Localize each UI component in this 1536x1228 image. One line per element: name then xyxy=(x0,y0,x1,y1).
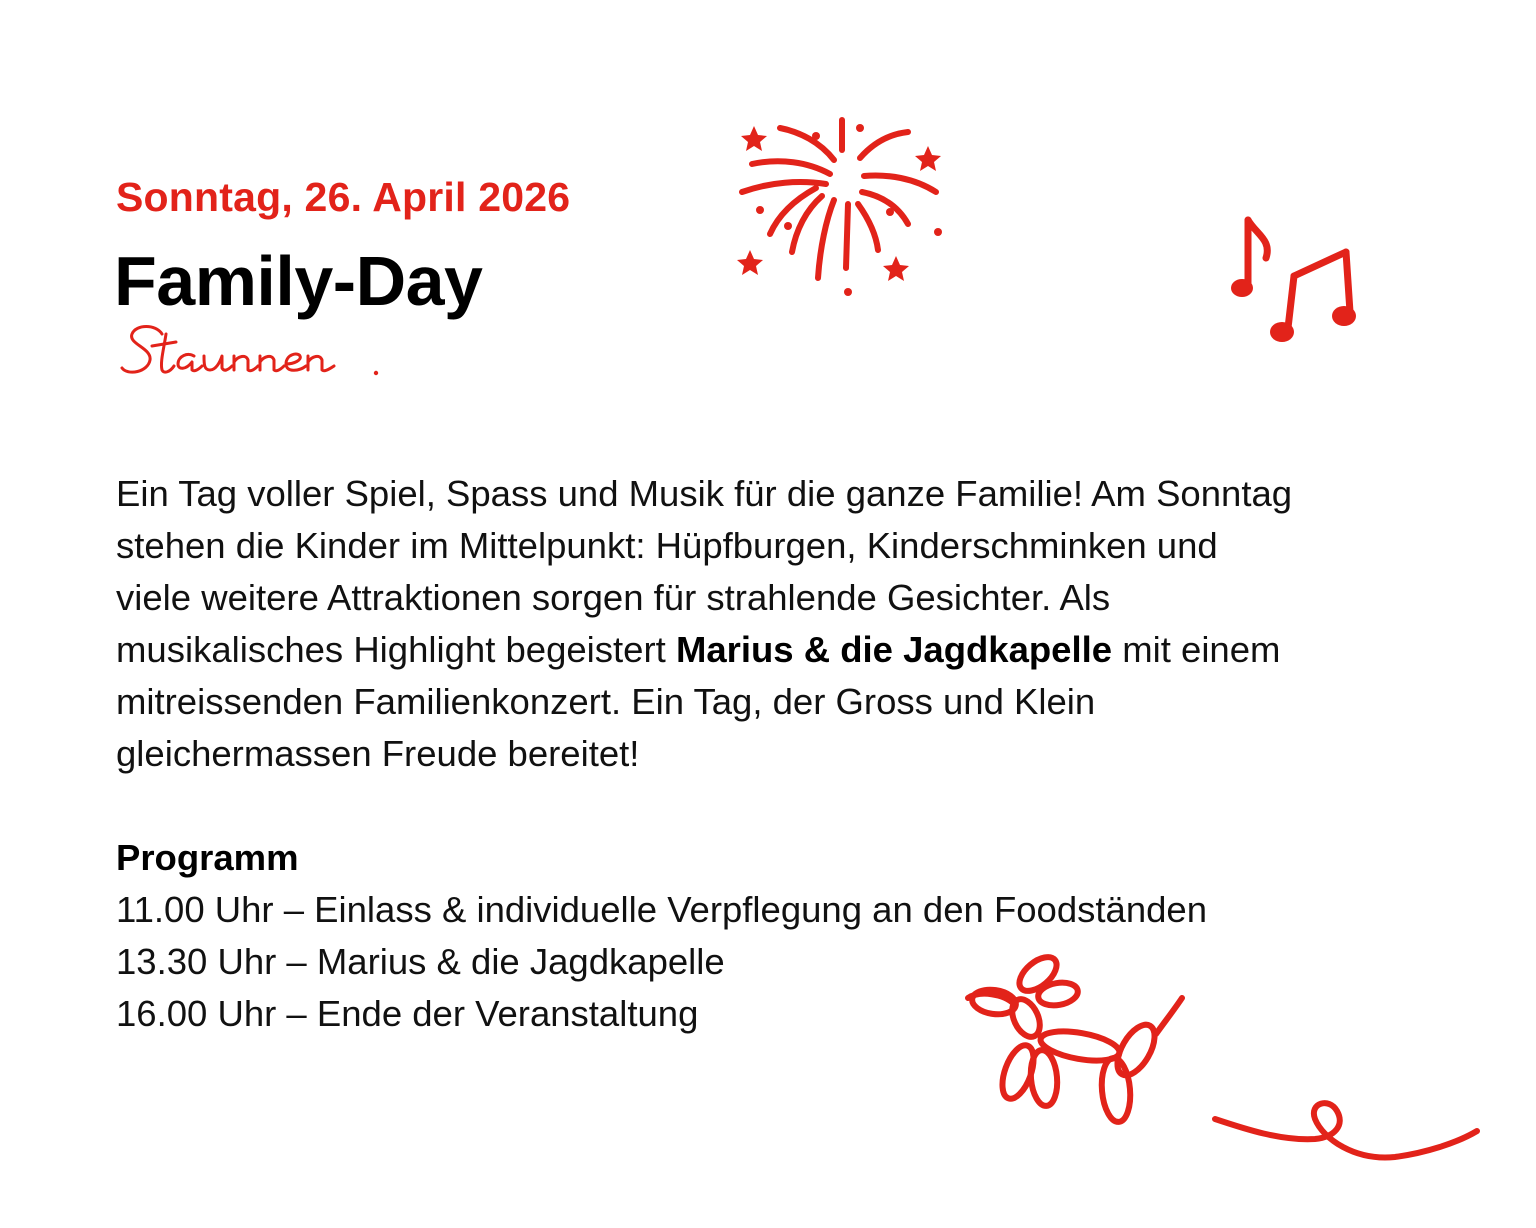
staunen-script-logo xyxy=(118,312,398,392)
program-item: 13.30 Uhr – Marius & die Jagdkapelle xyxy=(116,941,725,982)
intro-text-part2: mit einem mitreissenden Familienkonzert. Ein Tag, der Gross und Klein gleichermassen Freude bereitet! xyxy=(116,629,1281,774)
program-item: 16.00 Uhr – Ende der Veranstaltung xyxy=(116,993,699,1034)
intro-highlight: Marius & die Jagdkapelle xyxy=(675,629,1113,670)
intro-text-part1: Ein Tag voller Spiel, Spass und Musik für die ganze Familie! Am Sonntag stehen die Kinder im Mittelpunkt: Hüpfburgen, Kinderschminken und viele weitere Attraktionen sorgen für strahlende Gesichter. Als musikalisches Highlight begeistert xyxy=(116,473,1293,670)
balloon-dog-icon xyxy=(960,950,1200,1140)
ribbon-squiggle-icon xyxy=(1205,1085,1495,1175)
music-notes-icon xyxy=(1222,212,1362,357)
fireworks-icon xyxy=(730,100,960,310)
event-date: Sonntag, 26. April 2026 xyxy=(116,174,571,220)
intro-paragraph xyxy=(116,468,1296,780)
program-item: 11.00 Uhr – Einlass & individuelle Verpflegung an den Foodständen xyxy=(116,889,1208,930)
program-heading: Programm xyxy=(116,837,299,878)
page-title: Family-Day xyxy=(114,242,483,320)
program-section xyxy=(116,832,1416,1040)
